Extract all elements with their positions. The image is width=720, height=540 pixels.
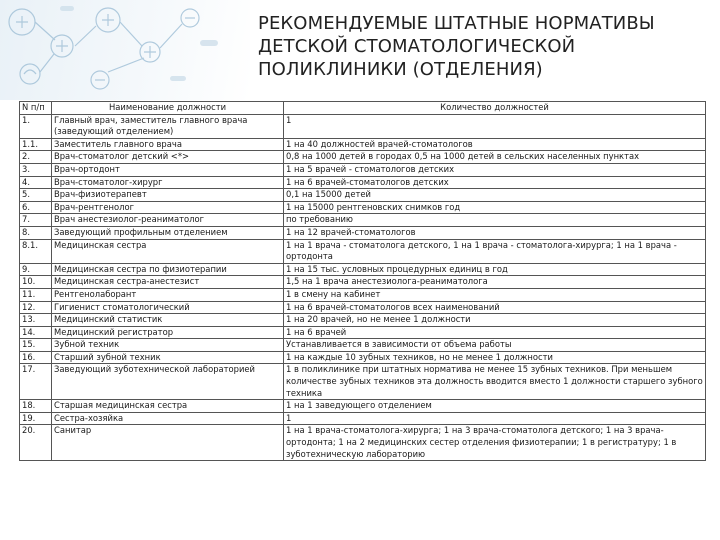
header-position: Наименование должности [52,102,284,115]
table-row [20,214,706,227]
table-row [20,176,706,189]
row-position: Заместитель главного врача [52,138,284,151]
table-row [20,301,706,314]
row-count: 1 на 1 заведующего отделением [284,400,706,413]
table-row [20,400,706,413]
table-row [20,263,706,276]
row-num: 4. [20,176,52,189]
row-position: Старший зубной техник [52,351,284,364]
table-row [20,201,706,214]
row-num: 10. [20,276,52,289]
row-position: Гигиенист стоматологический [52,301,284,314]
table-row [20,151,706,164]
row-position: Врач анестезиолог-реаниматолог [52,214,284,227]
table-row [20,339,706,352]
table-row [20,114,706,138]
row-position: Врач-рентгенолог [52,201,284,214]
row-num: 7. [20,214,52,227]
title-line-3: ПОЛИКЛИНИКИ (ОТДЕЛЕНИЯ) [258,59,543,80]
row-num: 20. [20,425,52,461]
row-num: 8. [20,226,52,239]
table-row [20,288,706,301]
row-position: Заведующий зуботехнической лабораторией [52,364,284,400]
row-position: Медицинская сестра [52,239,284,263]
row-num: 12. [20,301,52,314]
row-count: 1 на 20 врачей, но не менее 1 должности [284,314,706,327]
title-line-1: РЕКОМЕНДУЕМЫЕ ШТАТНЫЕ НОРМАТИВЫ [258,13,655,34]
row-position: Врач-стоматолог-хирург [52,176,284,189]
table-row [20,239,706,263]
table-row [20,138,706,151]
row-num: 3. [20,163,52,176]
row-count: 1 в смену на кабинет [284,288,706,301]
row-count: 1,5 на 1 врача анестезиолога-реаниматолога [284,276,706,289]
header-count: Количество должностей [284,102,706,115]
row-num: 1. [20,114,52,138]
row-count: 1 на 12 врачей-стоматологов [284,226,706,239]
table-row [20,189,706,202]
row-count: по требованию [284,214,706,227]
row-position: Медицинская сестра по физиотерапии [52,263,284,276]
row-count: Устанавливается в зависимости от объема работы [284,339,706,352]
decorative-medical-background [0,0,250,100]
table-row [20,351,706,364]
row-position: Медицинский статистик [52,314,284,327]
row-count: 1 [284,114,706,138]
row-count: 0,8 на 1000 детей в городах 0,5 на 1000 детей в сельских населенных пунктах [284,151,706,164]
row-num: 14. [20,326,52,339]
table-row [20,226,706,239]
row-count: 1 на 40 должностей врачей-стоматологов [284,138,706,151]
row-count: 1 на каждые 10 зубных техников, но не менее 1 должности [284,351,706,364]
row-position: Зубной техник [52,339,284,352]
table-row [20,412,706,425]
row-position: Главный врач, заместитель главного врача (заведующий отделением) [52,114,284,138]
row-num: 1.1. [20,138,52,151]
row-num: 13. [20,314,52,327]
row-num: 8.1. [20,239,52,263]
row-position: Медицинская сестра-анестезист [52,276,284,289]
row-num: 17. [20,364,52,400]
row-position: Врач-стоматолог детский <*> [52,151,284,164]
page-title [258,12,708,81]
table-row [20,276,706,289]
row-num: 5. [20,189,52,202]
row-num: 11. [20,288,52,301]
row-count: 1 на 15 тыс. условных процедурных единиц в год [284,263,706,276]
row-count: 1 на 15000 рентгеновских снимков год [284,201,706,214]
row-num: 18. [20,400,52,413]
row-num: 15. [20,339,52,352]
row-position: Врач-ортодонт [52,163,284,176]
row-num: 9. [20,263,52,276]
row-count: 1 на 5 врачей - стоматологов детских [284,163,706,176]
table-row [20,163,706,176]
row-count: 0,1 на 15000 детей [284,189,706,202]
table-row [20,425,706,461]
table-row [20,326,706,339]
header-num: N п/п [20,102,52,115]
row-position: Сестра-хозяйка [52,412,284,425]
row-num: 2. [20,151,52,164]
row-count: 1 на 1 врача - стоматолога детского, 1 на 1 врача - стоматолога-хирурга; 1 на 1 врача - ортодонта [284,239,706,263]
staffing-norms-table [19,101,706,461]
row-num: 6. [20,201,52,214]
row-position: Рентгенолаборант [52,288,284,301]
row-position: Старшая медицинская сестра [52,400,284,413]
row-position: Заведующий профильным отделением [52,226,284,239]
row-count: 1 в поликлинике при штатных норматива не менее 15 зубных техников. При меньшем количестве зубных техников эта должность вводится вместо 1 должности старшего зубного техника [284,364,706,400]
table-row [20,314,706,327]
row-count: 1 [284,412,706,425]
row-num: 19. [20,412,52,425]
row-position: Медицинский регистратор [52,326,284,339]
row-count: 1 на 6 врачей-стоматологов детских [284,176,706,189]
table-row [20,364,706,400]
row-num: 16. [20,351,52,364]
table-body [20,114,706,461]
row-count: 1 на 6 врачей [284,326,706,339]
row-count: 1 на 6 врачей-стоматологов всех наименований [284,301,706,314]
row-position: Врач-физиотерапевт [52,189,284,202]
row-count: 1 на 1 врача-стоматолога-хирурга; 1 на 3 врача-стоматолога детского; 1 на 3 врача-ортодонта; 1 на 2 медицинских сестер отделения физиотерапии; 1 в регистратуру; 1 в зуботехническую лабораторию [284,425,706,461]
table-header-row [20,102,706,115]
row-position: Санитар [52,425,284,461]
title-line-2: ДЕТСКОЙ СТОМАТОЛОГИЧЕСКОЙ [258,36,576,57]
medical-icons-pattern [0,0,250,100]
